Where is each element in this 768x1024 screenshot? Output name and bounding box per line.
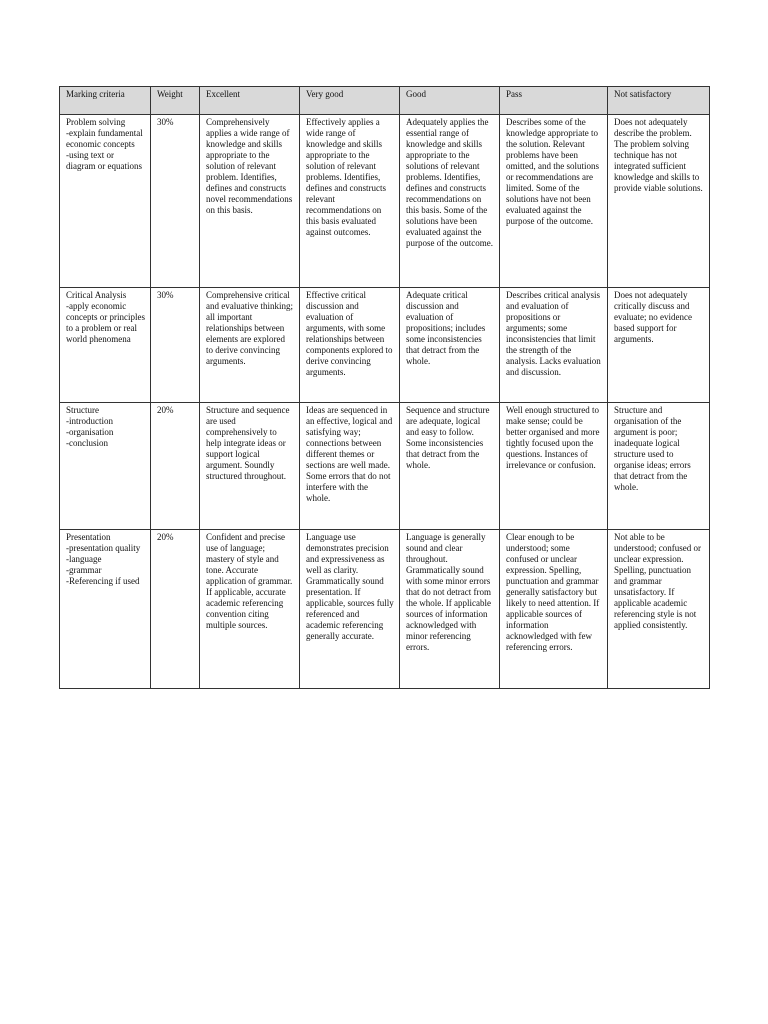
very-good-cell: Effective critical discussion and evaluation of arguments, with some relationships between components explored to derive convincing arguments. (300, 288, 400, 403)
criterion-title: Critical Analysis (66, 290, 127, 300)
criterion-point: -grammar (66, 565, 102, 575)
header-very-good: Very good (300, 87, 400, 115)
excellent-cell: Structure and sequence are used comprehensively to help integrate ideas or support logical argument. Soundly structured throughout. (200, 403, 300, 530)
marking-rubric-table (59, 86, 710, 689)
header-marking-criteria: Marking criteria (60, 87, 151, 115)
not-satisfactory-cell: Does not adequately critically discuss and evaluate; no evidence based support for arguments. (608, 288, 710, 403)
table-row (60, 403, 710, 530)
header-weight: Weight (151, 87, 200, 115)
weight-cell: 30% (151, 115, 200, 288)
weight-cell: 20% (151, 530, 200, 689)
excellent-cell: Comprehensively applies a wide range of knowledge and skills appropriate to the solution of relevant problem. Identifies, defines and constructs novel recommendations on this basis. (200, 115, 300, 288)
criterion-title: Presentation (66, 532, 111, 542)
criterion-title: Problem solving (66, 117, 126, 127)
very-good-cell: Effectively applies a wide range of knowledge and skills appropriate to the solution of relevant problems. Identifies, defines and constructs relevant recommendations on this basis evaluated against outcomes. (300, 115, 400, 288)
criterion-cell (60, 288, 151, 403)
criterion-point: -apply economic concepts or principles to a problem or real world phenomena (66, 301, 145, 344)
good-cell: Adequate critical discussion and evaluation of propositions; includes some inconsistencies that detract from the whole. (400, 288, 500, 403)
pass-cell: Well enough structured to make sense; could be better organised and more tightly focused upon the questions. Instances of irrelevance or confusion. (500, 403, 608, 530)
table-row (60, 530, 710, 689)
criterion-point: -Referencing if used (66, 576, 140, 586)
good-cell: Sequence and structure are adequate, logical and easy to follow. Some inconsistencies that detract from the whole. (400, 403, 500, 530)
criterion-cell (60, 115, 151, 288)
pass-cell: Describes critical analysis and evaluation of propositions or arguments; some inconsistencies that limit the strength of the analysis. Lacks evaluation and discussion. (500, 288, 608, 403)
criterion-point: -explain fundamental economic concepts (66, 128, 143, 149)
criterion-point: -organisation (66, 427, 114, 437)
good-cell: Adequately applies the essential range of knowledge and skills appropriate to the solutions of relevant problems. Identifies, defines and constructs recommendations on this basis. Some of the solutions have been evaluated against the purpose of the outcome. (400, 115, 500, 288)
very-good-cell: Ideas are sequenced in an effective, logical and satisfying way; connections between different themes or sections are well made. Some errors that do not interfere with the whole. (300, 403, 400, 530)
header-row (60, 87, 710, 115)
weight-cell: 20% (151, 403, 200, 530)
not-satisfactory-cell: Does not adequately describe the problem. The problem solving technique has not integrated sufficient knowledge and skills to provide viable solutions. (608, 115, 710, 288)
pass-cell: Describes some of the knowledge appropriate to the solution. Relevant problems have been omitted, and the solutions or recommendations are limited. Some of the solutions have not been evaluated against the purpose of the outcome. (500, 115, 608, 288)
criterion-point: -introduction (66, 416, 113, 426)
criterion-cell (60, 530, 151, 689)
header-not-satisfactory: Not satisfactory (608, 87, 710, 115)
table-row (60, 288, 710, 403)
excellent-cell: Comprehensive critical and evaluative thinking; all important relationships between elements are explored to derive convincing arguments. (200, 288, 300, 403)
pass-cell: Clear enough to be understood; some confused or unclear expression. Spelling, punctuation and grammar generally satisfactory but likely to need attention. If applicable sources of information acknowledged with few referencing errors. (500, 530, 608, 689)
criterion-point: -language (66, 554, 102, 564)
not-satisfactory-cell: Structure and organisation of the argument is poor; inadequate logical structure used to organise ideas; errors that detract from the whole. (608, 403, 710, 530)
good-cell: Language is generally sound and clear throughout. Grammatically sound with some minor errors that do not detract from the whole. If applicable sources of information acknowledged with minor referencing errors. (400, 530, 500, 689)
criterion-point: -using text or diagram or equations (66, 150, 142, 171)
criterion-cell (60, 403, 151, 530)
header-excellent: Excellent (200, 87, 300, 115)
table-row (60, 115, 710, 288)
criterion-point: -conclusion (66, 438, 108, 448)
very-good-cell: Language use demonstrates precision and expressiveness as well as clarity. Grammatically sound presentation. If applicable, sources fully referenced and academic referencing generally accurate. (300, 530, 400, 689)
criterion-title: Structure (66, 405, 99, 415)
weight-cell: 30% (151, 288, 200, 403)
criterion-point: -presentation quality (66, 543, 141, 553)
not-satisfactory-cell: Not able to be understood; confused or unclear expression. Spelling, punctuation and grammar unsatisfactory. If applicable academic referencing style is not applied consistently. (608, 530, 710, 689)
excellent-cell: Confident and precise use of language; mastery of style and tone. Accurate application of grammar. If applicable, accurate academic referencing convention citing multiple sources. (200, 530, 300, 689)
header-pass: Pass (500, 87, 608, 115)
header-good: Good (400, 87, 500, 115)
